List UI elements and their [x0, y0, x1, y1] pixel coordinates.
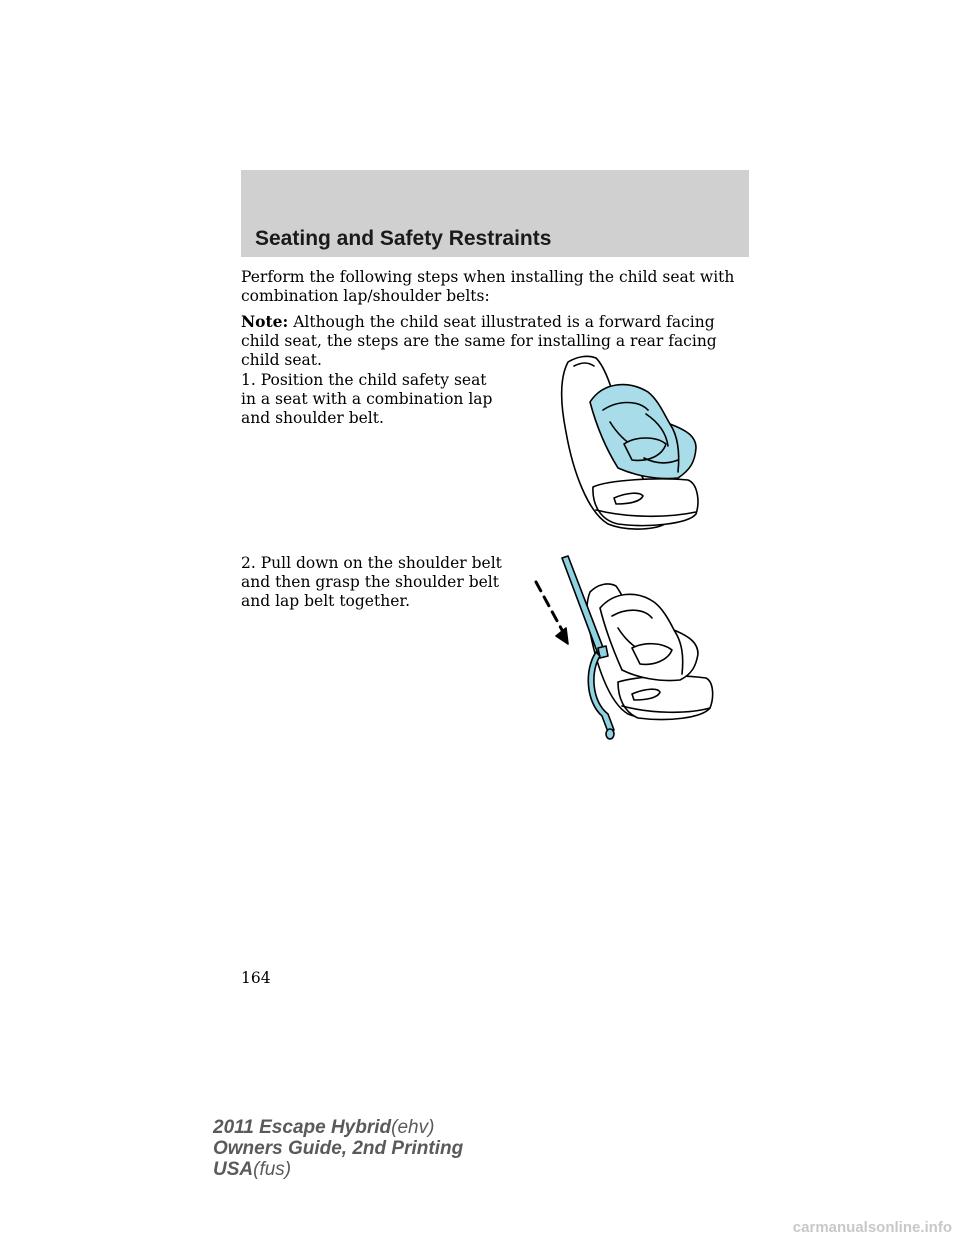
child-seat-illustration	[548, 352, 708, 537]
shoulder-belt-illustration	[528, 552, 718, 742]
step-2-text: 2. Pull down on the shoulder belt and then grasp the shoulder belt and lap belt together.	[241, 554, 502, 610]
watermark: carmanualsonline.info	[792, 1219, 952, 1236]
page-number: 164	[241, 969, 271, 987]
document-footer	[213, 1117, 463, 1180]
section-title: Seating and Safety Restraints	[255, 227, 552, 250]
footer-line-3: USA(fus)	[213, 1159, 292, 1180]
note-text: Although the child seat illustrated is a forward facing child seat, the steps are the same for installing a rear facing child seat.	[241, 313, 717, 369]
intro-paragraph: Perform the following steps when installing the child seat with combination lap/shoulder belts:	[241, 268, 735, 305]
section-header-band	[241, 170, 749, 257]
step-1-text: 1. Position the child safety seat in a seat with a combination lap and shoulder belt.	[241, 371, 493, 427]
down-arrow-icon	[556, 628, 568, 644]
footer-line-2: Owners Guide, 2nd Printing	[213, 1138, 464, 1159]
note-label: Note:	[241, 312, 289, 331]
footer-line-1: 2011 Escape Hybrid(ehv)	[213, 1117, 435, 1138]
